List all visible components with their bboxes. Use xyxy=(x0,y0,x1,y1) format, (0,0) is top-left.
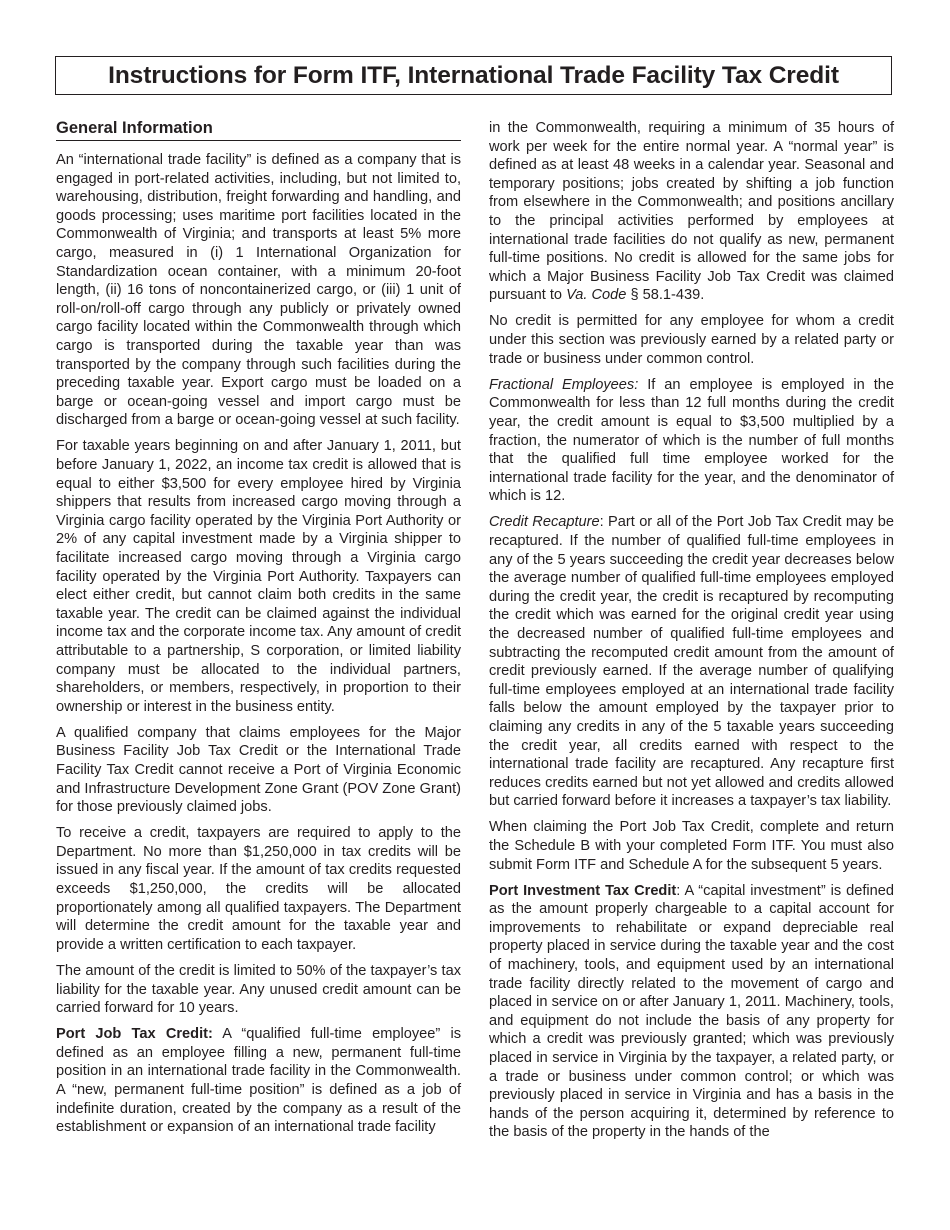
fractional-employees-text: If an employee is employed in the Commonwealth for less than 12 full months during the credit year, the credit amount is equal to $3,500 multiplied by a fraction, the numerator of which is the number of full months that the qualified full time employee worked for the international trade facility for the year, and the denominator of which is 12. xyxy=(489,376,894,505)
paragraph-credit-recapture xyxy=(489,513,894,811)
port-job-credit-lead: Port Job Tax Credit: xyxy=(56,1026,213,1043)
credit-recapture-text: : Part or all of the Port Job Tax Credit may be recaptured. If the number of qualified full-time employees in any of the 5 years succeeding the credit year decreases below the average number of qualified full-time employees employed during the credit year, the credit is recaptured by recomputing the credit which was earned for the original credit year using the decreased number of qualified full-time employees and subtracting the recomputed credit amount from the amount of credit previously earned. If the average number of qualifying full-time employees employed at an international trade facility falls below the amount employed by the taxpayer prior to claiming any credits in any of the 5 taxable years succeeding the credit year, all credits earned with respect to the international trade facility are recaptured. Any recapture first reduces credits earned but not yet allowed and credits allowed but carried forward before it increases a taxpayer’s tax liability. xyxy=(489,514,894,810)
paragraph-fractional-employees xyxy=(489,376,894,506)
full-time-text: in the Commonwealth, requiring a minimum of 35 hours of work per week for the entire normal year. A “normal year” is defined as at least 48 weeks in a calendar year. Seasonal and temporary positions; jobs created by shifting a job function from elsewhere in the Commonwealth; and positions ancillary to the principal activities performed by employees at international trade facilities do not qualify as new, permanent full-time positions. No credit is allowed for the same jobs for which a Major Business Facility Job Tax Credit was claimed pursuant to xyxy=(489,120,894,304)
credit-recapture-lead: Credit Recapture xyxy=(489,514,600,531)
port-investment-credit-text: : A “capital investment” is defined as the amount properly chargeable to a capital account for improvements to rehabilitate or expand depreciable real property placed in service during the taxable year and the cost of machinery, tools, and equipment used by an international trade facility directly related to the movement of cargo and placed in service on or after January 1, 2011. Machinery, tools, and equipment do not include the basis of any property for which a credit was previously granted; which was previously placed in service in Virginia by the taxpayer, a related party, or a trade or business under common control; or which was previously placed in service in Virginia and has a basis in the hands of the person acquiring it, determined by reference to the basis of the property in the hands of the xyxy=(489,882,895,1141)
page-title: Instructions for Form ITF, International Trade Facility Tax Credit xyxy=(108,61,839,89)
paragraph-credit-overview: For taxable years beginning on and after January 1, 2011, but before January 1, 2022, an income tax credit is allowed that is equal to either $3,500 for every employee hired by Virginia shippers that results from increased cargo moving through a Virginia cargo facility operated by the Virginia Port Authority or 2% of any capital investment made by a Virginia shipper to facilitate increased cargo moving through a Virginia cargo facility operated by the Virginia Port Authority. Taxpayers can elect either credit, but cannot claim both credits in the same taxable year. The credit can be claimed against the individual income tax and the corporate income tax. Any amount of credit attributable to a partnership, S corporation, or limited liability company must be allocated to the individual partners, shareholders, or members, respectively, in proportion to their ownership or interest in the business entity. xyxy=(56,438,461,715)
full-time-text-end: § 58.1-439. xyxy=(626,287,705,304)
title-box xyxy=(55,56,892,95)
port-job-credit-text: A “qualified full-time employee” is defined as an employee filling a new, permanent full-time position in an international trade facility in the Commonwealth. A “new, permanent full-time position” is defined as a job of indefinite duration, created by the company as a result of the establishment or expansion of an international trade facility xyxy=(56,1026,461,1136)
section-heading: General Information xyxy=(56,118,461,141)
paragraph-full-time-continued xyxy=(489,119,894,305)
right-column xyxy=(489,119,894,1149)
fractional-employees-lead: Fractional Employees: xyxy=(489,376,639,393)
left-column xyxy=(56,118,461,1144)
paragraph-application: To receive a credit, taxpayers are required to apply to the Department. No more than $1,250,000 in tax credits will be issued in any fiscal year. If the amount of tax credits requested exceeds $1,250,000, the credits will be allocated proportionately among all qualified taxpayers. The Department will determine the credit amount for the taxable year and provide a written certification to each taxpayer. xyxy=(56,825,461,953)
paragraph-schedule-b: When claiming the Port Job Tax Credit, complete and return the Schedule B with your completed Form ITF. You must also submit Form ITF and Schedule A for the subsequent 5 years. xyxy=(489,819,894,873)
port-investment-credit-lead: Port Investment Tax Credit xyxy=(489,882,677,899)
paragraph-related-party: No credit is permitted for any employee for whom a credit under this section was previously earned by a related party or trade or business under common control. xyxy=(489,313,894,367)
paragraph-port-job-credit xyxy=(56,1025,461,1137)
paragraph-definition: An “international trade facility” is defined as a company that is engaged in port-related activities, including, but not limited to, warehousing, distribution, freight forwarding and handling, and goods processing; uses maritime port facilities located in the Commonwealth of Virginia; and transports at least 5% more cargo, measured in (i) 1 International Organization for Standardization ocean container, with a minimum 20-foot length, (ii) 16 tons of noncontainerized cargo, or (iii) 1 unit of roll-on/roll-off cargo through any publicly or privately owned cargo facility located within the Commonwealth through which cargo is transported during the taxable year than was transported by the company through such facilities during the preceding taxable year. Export cargo must be loaded on a barge or ocean-going vessel and import cargo must be discharged from a barge or ocean-going vessel at such facility. xyxy=(56,152,461,429)
va-code-citation: Va. Code xyxy=(566,287,627,304)
paragraph-limit: The amount of the credit is limited to 50% of the taxpayer’s tax liability for the taxable year. Any unused credit amount can be carried forward for 10 years. xyxy=(56,962,461,1017)
paragraph-port-investment-credit xyxy=(489,882,894,1142)
paragraph-pov-zone-grant: A qualified company that claims employees for the Major Business Facility Job Tax Credit or the International Trade Facility Tax Credit cannot receive a Port of Virginia Economic and Infrastructure Development Zone Grant (POV Zone Grant) for those previously claimed jobs. xyxy=(56,724,461,816)
